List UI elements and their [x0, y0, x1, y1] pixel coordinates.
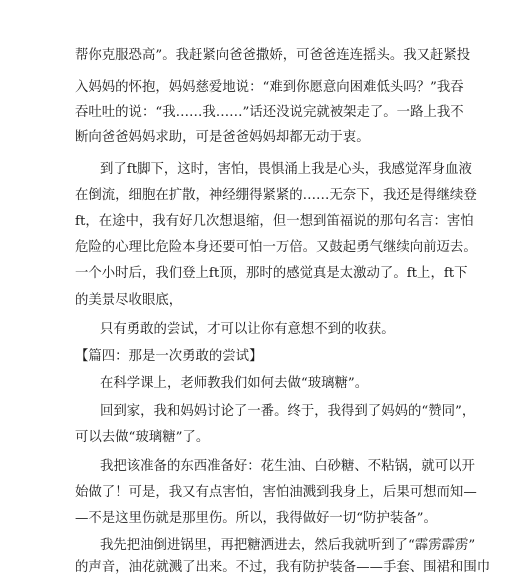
text-line: 始做了！可是，我又有点害怕，害怕油溅到我身上，后果可想而知—	[75, 485, 477, 500]
paragraph-first-line: 在科学课上，老师教我们如何去做“玻璃糖”。	[100, 376, 369, 391]
paragraph-first-line: 回到家，我和妈妈讨论了一番。终于，我得到了妈妈的“赞同”，	[100, 404, 476, 419]
text-line: ft，在途中，我有好几次想退缩，但一想到笛福说的那句名言：害怕	[75, 214, 474, 229]
text-line: 帮你克服恐高”。我赶紧向爸爸撒娇，可爸爸连连摇头。我又赶紧投	[75, 48, 471, 63]
text-line: 断向爸爸妈妈求助，可是爸爸妈妈却都无动于衷。	[75, 130, 370, 145]
section-heading: 【篇四：那是一次勇敢的尝试】	[75, 349, 263, 364]
paragraph-first-line: 我先把油倒进锅里，再把糖洒进去，然后我就听到了“霹雳霹雳”	[100, 538, 476, 553]
text-line: 入妈妈的怀抱，妈妈慈爱地说：“难到你愿意向困难低头吗？”我吞	[75, 80, 464, 95]
text-line: 吞吐吐的说：“我……我……”话还没说完就被架走了。一路上我不	[75, 105, 464, 120]
text-line: 在倒流，细胞在扩散，神经绷得紧紧的……无奈下，我还是得继续登	[75, 188, 477, 203]
text-line: 危险的心理比危险本身还要可怕一万倍。又鼓起勇气继续向前迈去。	[75, 240, 477, 255]
text-line: 一个小时后，我们登上ft顶，那时的感觉真是太激动了。ft上，ft下	[75, 266, 468, 281]
text-line: —不是这里伤就是那里伤。所以，我得做好一切“防护装备”。	[75, 511, 437, 526]
paragraph-first-line: 我把该准备的东西准备好：花生油、白砂糖、不粘锅，就可以开	[100, 459, 475, 474]
text-line: 的美景尽收眼底，	[75, 293, 183, 308]
paragraph-first-line: 到了ft脚下，这时，害怕，畏惧涌上我是心头，我感觉浑身血液	[100, 162, 472, 177]
text-line: 的声音，油花就溅了出来。不过，我有防护装备——手套、围裙和围巾	[75, 560, 491, 575]
text-line: 可以去做“玻璃糖”了。	[75, 430, 210, 445]
paragraph-first-line: 只有勇敢的尝试，才可以让你有意想不到的收获。	[100, 322, 395, 337]
